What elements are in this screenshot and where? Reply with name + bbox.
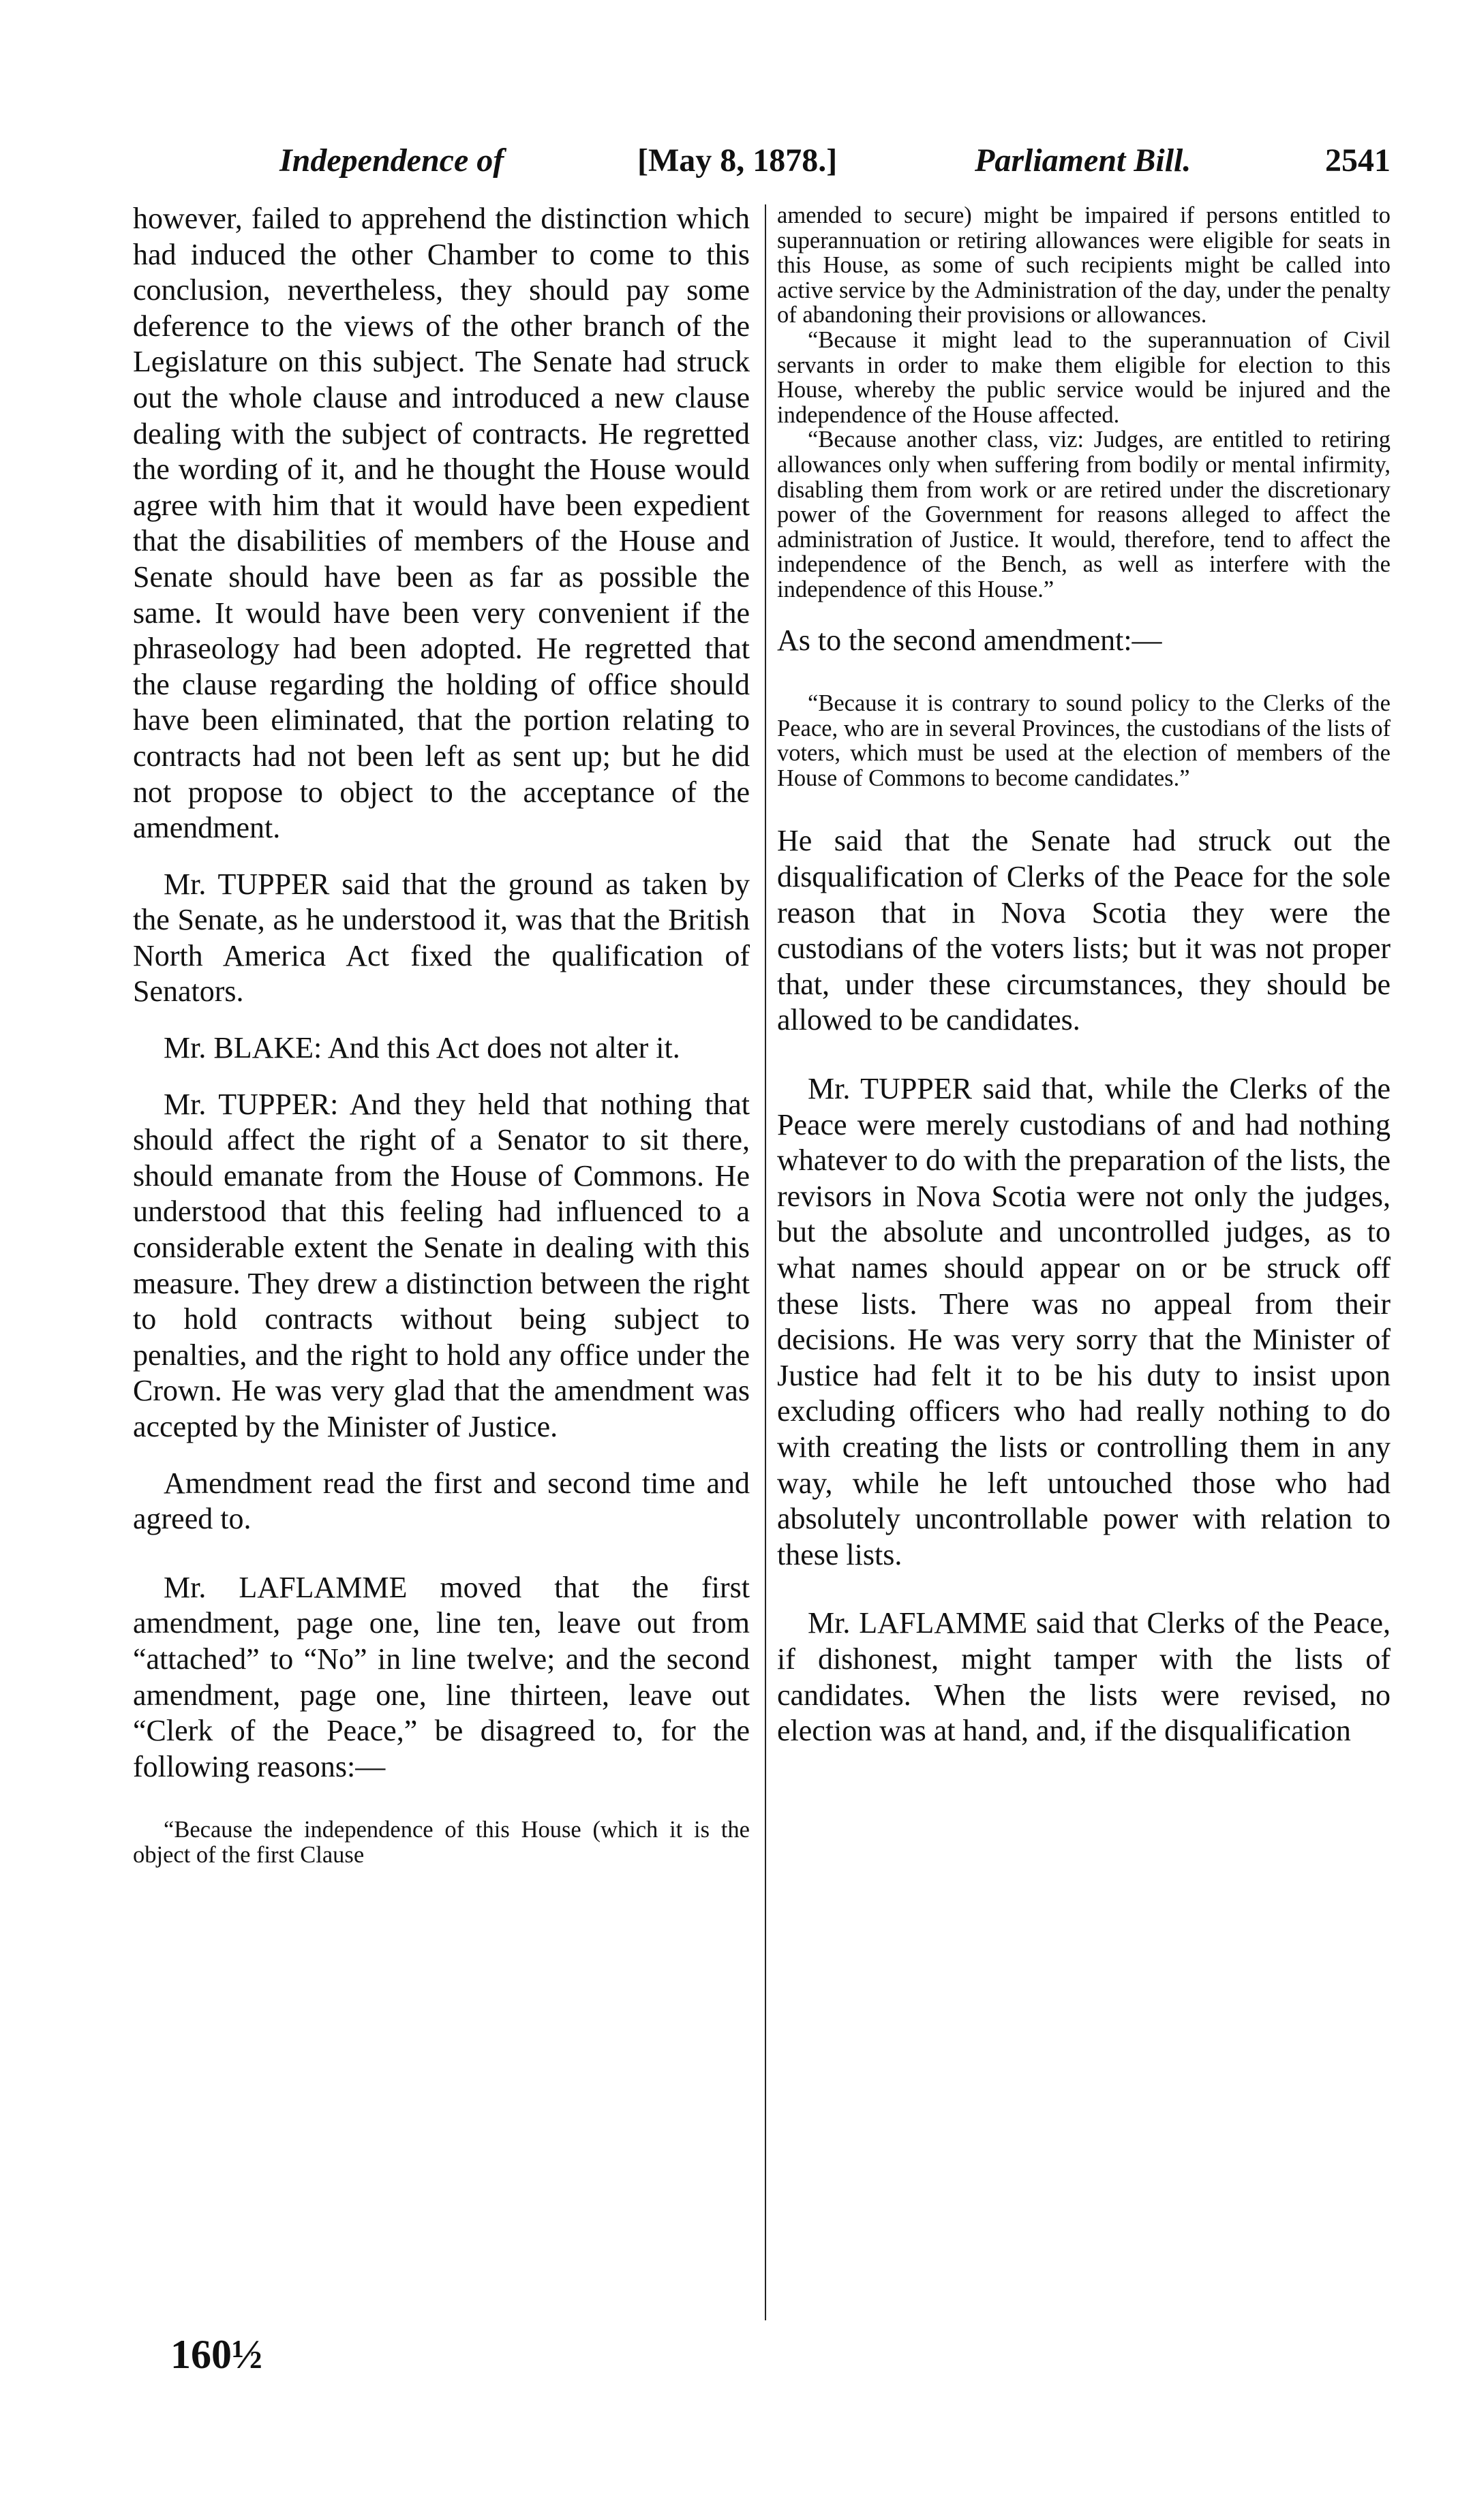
running-header (133, 134, 1391, 188)
right-column (777, 203, 1391, 1749)
quoted-reason: “Because it is contrary to sound policy to the Clerks of the Peace, who are in several Provinces, the custodians of the lists of voters, which must be used at the election of members of the House of Commons to become candidates.” (777, 690, 1391, 791)
left-column (133, 201, 750, 1868)
paragraph: Mr. TUPPER said that, while the Clerks of the Peace were merely custodians of and had nothing whatever to do with the preparation of the lists, the revisors in Nova Scotia were not only the judges, but the absolute and uncontrolled judges, as to what names should appear on or be struck off these lists. There was no appeal from their decisions. He was very sorry that the Minister of Justice had felt it to be his duty to insist upon excluding officers who had really nothing to do with creating the lists or controlling them in any way, while he left untouched those who had absolutely uncontrollable power with relation to these lists. (777, 1072, 1391, 1571)
paragraph: Mr. TUPPER: And they held that nothing that should affect the right of a Senator to sit there, should emanate from the House of Commons. He understood that this feeling had influenced to a considerable extent the Senate in dealing with this measure. They drew a distinction between the right to hold contracts without being subject to penalties, and the right to hold any office under the Crown. He was very glad that the amendment was accepted by the Minister of Justice. (133, 1087, 750, 1443)
paragraph: As to the second amendment:— (777, 623, 1162, 657)
page-number: 2541 (1325, 142, 1391, 179)
paragraph: He said that the Senate had struck out the disqualification of Clerks of the Peace for the sole reason that in Nova Scotia they were the custodians of the voters lists; but it was not proper that, under these circumstances, they should be allowed to be candidates. (777, 824, 1391, 1037)
quoted-reason: amended to secure) might be impaired if persons entitled to superannuation or retiring allowances were eligible for seats in this House, as some of such recipients might be called into active service by the Administration of the day, under the penalty of abandoning their provisions or allowances. (777, 202, 1391, 328)
paragraph: however, failed to apprehend the distinction which had induced the other Chamber to come to this conclusion, nevertheless, they should pay some deference to the views of the other branch of the Legislature on this subject. The Senate had struck out the whole clause and introduced a new clause dealing with the subject of contracts. He regretted the wording of it, and he thought the House would agree with him that it would have been expedient that the disabilities of members of the House and Senate should have been as far as possible the same. It would have been very convenient if the phraseology had been adopted. He regretted that the clause regarding the holding of office should have been eliminated, that the portion relating to contracts had not been left as sent up; but he did not propose to object to the acceptance of the amendment. (133, 202, 750, 845)
paragraph: Mr. LAFLAMME moved that the first amendment, page one, line ten, leave out from “attached” to “No” in line twelve; and the second amendment, page one, line thirteen, leave out “Clerk of the Peace,” be disagreed to, for the following reasons:— (133, 1570, 750, 1783)
quoted-reason: “Because it might lead to the superannuation of Civil servants in order to make them eligible for election to this House, whereby the public service would be injured and the independence of the House affected. (777, 326, 1391, 428)
signature-mark: 160½ (170, 2332, 262, 2377)
quoted-reason: “Because another class, viz: Judges, are entitled to retiring allowances only when suffering from bodily or mental infirmity, disabling them from work or are retired under the discretionary power of the Government for reasons alleged to affect the administration of Justice. It would, therefore, tend to affect the independence of the Bench, as well as interfere with the independence of this House.” (777, 427, 1391, 602)
paragraph: Amendment read the first and second time and agreed to. (133, 1466, 750, 1536)
paragraph: Mr. BLAKE: And this Act does not alter it. (164, 1031, 680, 1065)
column-divider (765, 204, 766, 2320)
header-date: [May 8, 1878.] (637, 142, 838, 179)
header-left-title: Independence of (279, 142, 504, 179)
quoted-reason: “Because the independence of this House (which it is the object of the first Clause (133, 1817, 750, 1868)
header-right-title: Parliament Bill. (975, 142, 1191, 179)
paragraph: Mr. LAFLAMME said that Clerks of the Peace, if dishonest, might tamper with the lists of candidates. When the lists were revised, no election was at hand, and, if the disqualification (777, 1606, 1391, 1748)
paragraph: Mr. TUPPER said that the ground as taken by the Senate, as he understood it, was that the British North America Act fixed the qualification of Senators. (133, 867, 750, 1009)
